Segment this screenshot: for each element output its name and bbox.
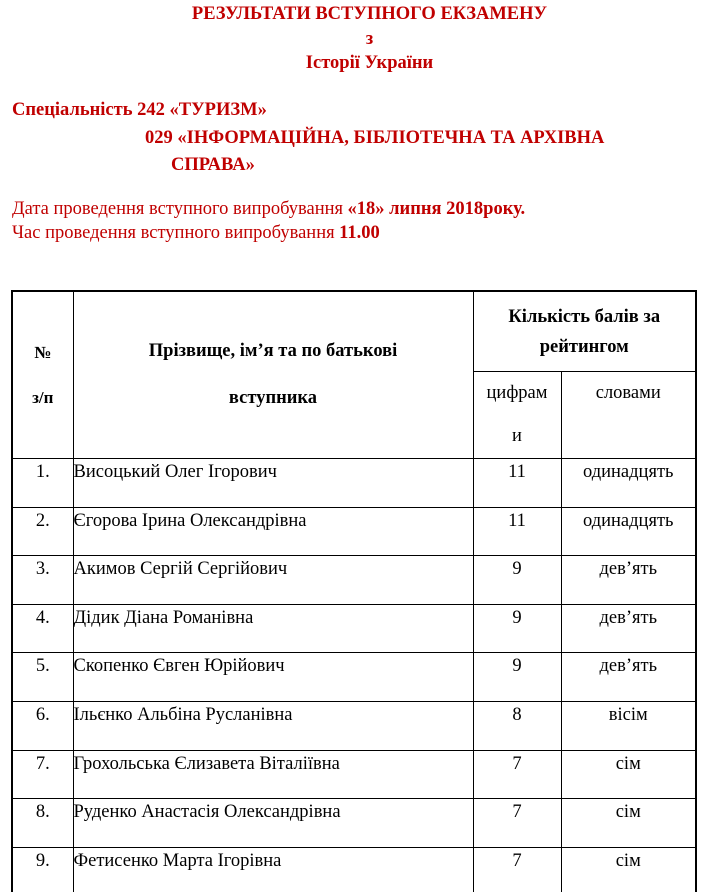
column-header-score-group bbox=[473, 291, 696, 372]
table-row bbox=[12, 556, 696, 605]
specialty-line-3: СПРАВА» bbox=[171, 155, 255, 175]
score-words-cell: дев’ять bbox=[561, 653, 696, 702]
exam-date-value: «18» липня 2018року. bbox=[347, 199, 526, 219]
row-number-cell: 4. bbox=[12, 604, 73, 653]
score-digits-cell: 9 bbox=[473, 653, 561, 702]
column-header-score-line-1: Кількість балів за bbox=[508, 306, 661, 327]
applicant-name-cell: Скопенко Євген Юрійович bbox=[73, 653, 473, 702]
specialty-line-2: 029 «ІНФОРМАЦІЙНА, БІБЛІОТЕЧНА ТА АРХІВНА bbox=[145, 127, 605, 148]
applicant-name-cell: Дідик Діана Романівна bbox=[73, 604, 473, 653]
score-words-cell: одинадцять bbox=[561, 507, 696, 556]
score-words-cell: дев’ять bbox=[561, 556, 696, 605]
row-number-cell: 6. bbox=[12, 701, 73, 750]
title-line-1: РЕЗУЛЬТАТИ ВСТУПНОГО ЕКЗАМЕНУ bbox=[191, 4, 548, 24]
score-digits-cell: 8 bbox=[473, 701, 561, 750]
row-number-cell: 1. bbox=[12, 459, 73, 508]
table-row bbox=[12, 507, 696, 556]
column-header-num-line-1: № bbox=[34, 343, 52, 362]
exam-time-value: 11.00 bbox=[339, 222, 380, 243]
applicant-name-cell: Ільєнко Альбіна Русланівна bbox=[73, 701, 473, 750]
score-digits-cell: 9 bbox=[473, 604, 561, 653]
table-row bbox=[12, 653, 696, 702]
score-digits-cell: 11 bbox=[473, 507, 561, 556]
applicant-name-cell: Фетисенко Марта Ігорівна bbox=[73, 847, 473, 892]
column-header-words bbox=[561, 372, 696, 459]
title-line-2: з bbox=[365, 28, 374, 49]
score-digits-cell: 9 bbox=[473, 556, 561, 605]
table-row bbox=[12, 701, 696, 750]
score-words-cell: сім bbox=[561, 799, 696, 848]
column-header-digits bbox=[473, 372, 561, 459]
applicant-name-cell: Руденко Анастасія Олександрівна bbox=[73, 799, 473, 848]
table-row bbox=[12, 750, 696, 799]
row-number-cell: 2. bbox=[12, 507, 73, 556]
score-words-cell: вісім bbox=[561, 701, 696, 750]
score-words-cell: сім bbox=[561, 750, 696, 799]
score-words-cell: сім bbox=[561, 847, 696, 892]
table-row bbox=[12, 459, 696, 508]
table-row bbox=[12, 799, 696, 848]
score-digits-cell: 7 bbox=[473, 799, 561, 848]
applicant-name-cell: Грохольська Єлизавета Віталіївна bbox=[73, 750, 473, 799]
table-header-row-top bbox=[12, 291, 696, 372]
score-digits-cell: 7 bbox=[473, 750, 561, 799]
applicant-name-cell: Акимов Сергій Сергійович bbox=[73, 556, 473, 605]
document-title bbox=[0, 0, 705, 76]
applicant-name-cell: Єгорова Ірина Олександрівна bbox=[73, 507, 473, 556]
specialty-block bbox=[0, 97, 705, 180]
specialty-line-1: Спеціальність 242 «ТУРИЗМ» bbox=[12, 100, 267, 120]
score-digits-cell: 11 bbox=[473, 459, 561, 508]
column-header-num bbox=[12, 291, 73, 459]
exam-time-label: Час проведення вступного випробування bbox=[12, 222, 335, 243]
applicant-name-cell: Висоцький Олег Ігорович bbox=[73, 459, 473, 508]
score-words-cell: дев’ять bbox=[561, 604, 696, 653]
column-header-name-line-2: вступника bbox=[228, 388, 318, 408]
column-header-words-label: словами bbox=[595, 383, 661, 403]
column-header-name bbox=[73, 291, 473, 459]
column-header-num-line-2: з/п bbox=[32, 388, 54, 407]
column-header-name-line-1: Прізвище, ім’я та по батькові bbox=[148, 341, 398, 361]
exam-datetime-block bbox=[12, 198, 525, 245]
column-header-digits-line-1: цифрам bbox=[486, 383, 548, 403]
row-number-cell: 3. bbox=[12, 556, 73, 605]
exam-time-line bbox=[12, 222, 525, 246]
table-row bbox=[12, 604, 696, 653]
row-number-cell: 8. bbox=[12, 799, 73, 848]
row-number-cell: 9. bbox=[12, 847, 73, 892]
exam-date-line bbox=[12, 198, 525, 222]
table-row bbox=[12, 847, 696, 892]
score-words-cell: одинадцять bbox=[561, 459, 696, 508]
title-line-3: Історії України bbox=[305, 53, 434, 73]
score-digits-cell: 7 bbox=[473, 847, 561, 892]
column-header-digits-line-2: и bbox=[512, 426, 522, 446]
column-header-score-line-2: рейтингом bbox=[539, 336, 629, 357]
results-table bbox=[11, 290, 697, 892]
exam-date-label: Дата проведення вступного випробування bbox=[12, 199, 344, 219]
row-number-cell: 5. bbox=[12, 653, 73, 702]
row-number-cell: 7. bbox=[12, 750, 73, 799]
